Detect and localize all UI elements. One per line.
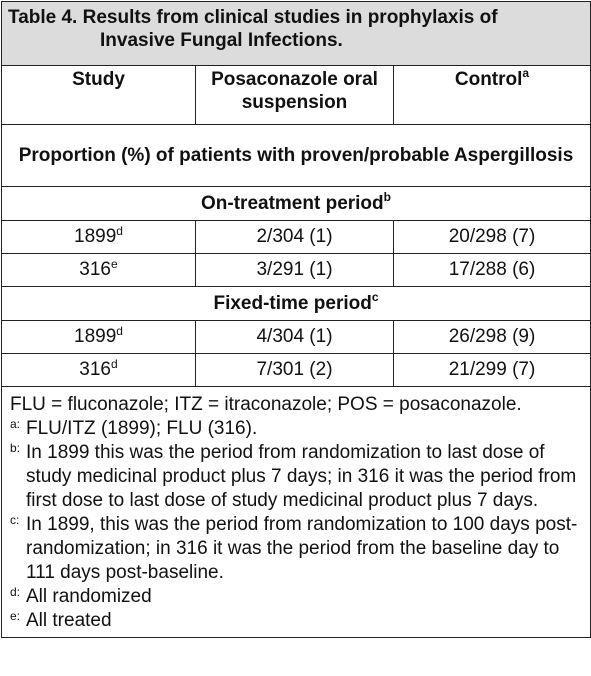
- footnote-c: [10, 513, 584, 585]
- cell-study: [2, 354, 196, 387]
- cell-control: 17/288 (6): [394, 254, 591, 287]
- notes-row: [2, 387, 591, 638]
- footnote-d: [10, 585, 584, 609]
- period-footnote-mark: c: [371, 290, 379, 304]
- footnotes: [2, 387, 591, 638]
- study-id: 316: [79, 259, 111, 280]
- study-footnote-mark: d: [111, 357, 118, 371]
- study-id: 316: [79, 359, 111, 380]
- cell-posaconazole: 3/291 (1): [196, 254, 394, 287]
- header-control: [394, 66, 591, 125]
- cell-study: [2, 221, 196, 254]
- caption-line-1: Table 4. Results from clinical studies in prophylaxis of: [8, 7, 498, 28]
- caption-line-2: Invasive Fungal Infections.: [100, 30, 343, 51]
- cell-control: 20/298 (7): [394, 221, 591, 254]
- footnote-text: FLU/ITZ (1899); FLU (316).: [26, 418, 258, 439]
- period-row-on-treatment: [2, 187, 591, 221]
- study-footnote-mark: d: [116, 224, 123, 238]
- footnote-text: In 1899 this was the period from randomization to last dose of study medicinal product plus 7 days; in 316 it was the period from first dose to last dose of study medicinal product plus 7 days.: [26, 442, 577, 511]
- footnote-mark: e:: [10, 609, 21, 623]
- footnote-mark: a:: [10, 417, 21, 431]
- section-title-text: Proportion (%) of patients with proven/probable Aspergillosis: [18, 145, 574, 166]
- period-title-fixed-time: [2, 287, 591, 321]
- cell-posaconazole: 4/304 (1): [196, 321, 394, 354]
- header-control-footnote-mark: a: [522, 66, 530, 80]
- header-posaconazole: [196, 66, 394, 125]
- caption-row: [2, 2, 591, 66]
- cell-study: [2, 254, 196, 287]
- table-row: [2, 354, 591, 387]
- cell-posaconazole: 2/304 (1): [196, 221, 394, 254]
- header-posaconazole-label: Posaconazole oral suspension: [211, 69, 378, 113]
- header-study-label: Study: [72, 69, 125, 90]
- header-study: [2, 66, 196, 125]
- header-row: [2, 66, 591, 125]
- period-footnote-mark: b: [383, 190, 391, 204]
- cell-posaconazole: 7/301 (2): [196, 354, 394, 387]
- footnote-text: In 1899, this was the period from randomization to 100 days post-randomization; in 316 it was the period from the baseline day to 111 days post-baseline.: [26, 514, 578, 583]
- period-row-fixed-time: [2, 287, 591, 321]
- footnote-e: [10, 609, 584, 633]
- section-title: [2, 125, 591, 187]
- table-row: [2, 221, 591, 254]
- header-control-label: Control: [454, 69, 523, 90]
- study-id: 1899: [74, 226, 117, 247]
- period-title-text: On-treatment period: [201, 193, 384, 214]
- footnote-mark: b:: [10, 441, 21, 455]
- results-table: [1, 1, 591, 638]
- footnote-b: [10, 441, 584, 513]
- footnote-a: [10, 417, 584, 441]
- table-row: [2, 254, 591, 287]
- study-footnote-mark: e: [111, 257, 118, 271]
- cell-study: [2, 321, 196, 354]
- abbreviations-note: FLU = fluconazole; ITZ = itraconazole; POS = posaconazole.: [10, 394, 522, 415]
- cell-control: 26/298 (9): [394, 321, 591, 354]
- section-row: [2, 125, 591, 187]
- period-title-text: Fixed-time period: [213, 293, 372, 314]
- table-caption: [2, 2, 591, 66]
- study-id: 1899: [74, 326, 117, 347]
- footnote-mark: c:: [10, 513, 20, 527]
- footnote-text: All randomized: [26, 586, 152, 607]
- footnote-text: All treated: [26, 610, 112, 631]
- footnote-mark: d:: [10, 585, 21, 599]
- cell-control: 21/299 (7): [394, 354, 591, 387]
- table-row: [2, 321, 591, 354]
- period-title-on-treatment: [2, 187, 591, 221]
- study-footnote-mark: d: [116, 324, 123, 338]
